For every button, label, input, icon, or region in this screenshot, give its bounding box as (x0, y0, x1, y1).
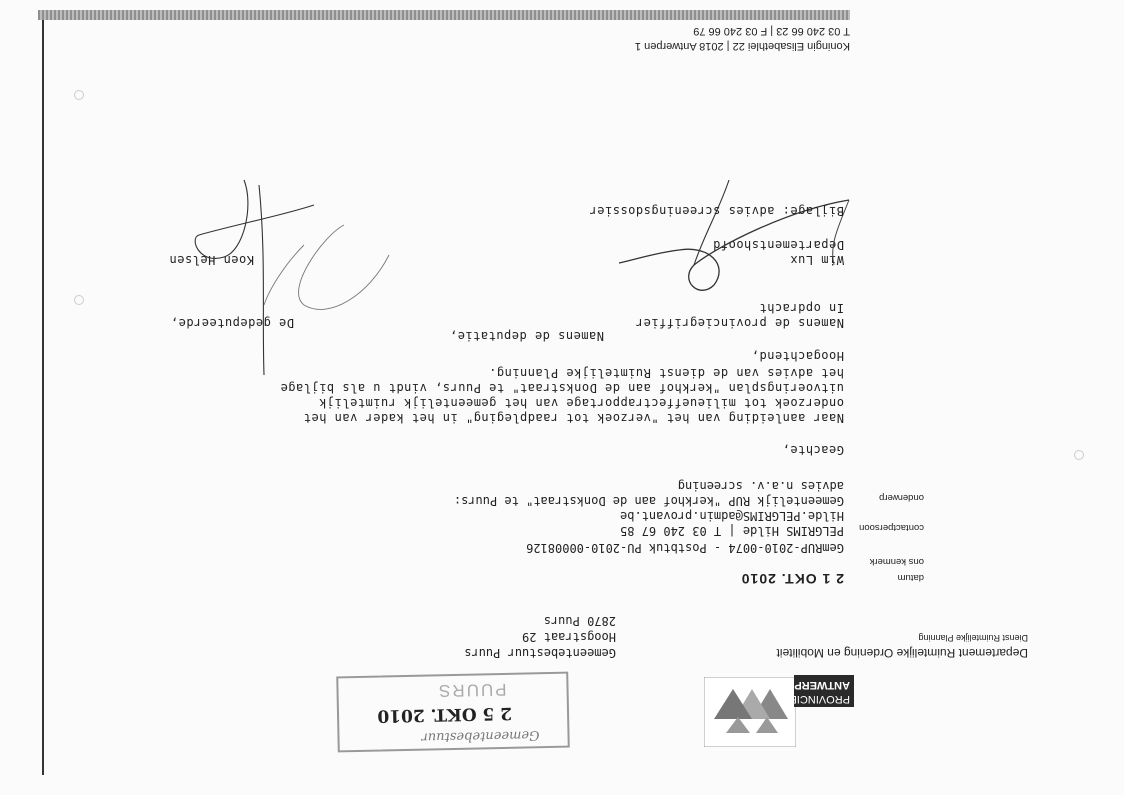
signature-koen-helsen (184, 175, 404, 375)
sender-service: Dienst Ruimtelijke Planning (918, 633, 1028, 643)
contact-line-2: Hilde.PELGRIMS@admin.provant.be (620, 509, 844, 523)
stamp-header: Gemeentebestuur (421, 727, 540, 745)
provincie-logo (704, 675, 854, 747)
onderwerp-line-2: advies n.a.v. screening (677, 479, 844, 493)
kenmerk-value: GemRUP-2010-0074 - Postbtuk PU-2010-00008126 (526, 541, 844, 555)
onderwerp-label: onderwerp (879, 492, 924, 503)
sign-right-name: Wim Lux (789, 253, 844, 267)
kenmerk-label: ons kenmerk (869, 556, 924, 567)
punch-hole-mark (74, 90, 84, 100)
logo-line-antwerpen: ANTWERPEN (779, 679, 850, 691)
body-line-3: uitvoeringsplan "kerkhof aan de Donkstraat" te Puurs, vindt u als bijlage (280, 381, 844, 395)
sign-left-name: Koen Helsen (169, 253, 254, 267)
footer-address: Koningin Elisabethlei 22 | 2018 Antwerpen 1 (634, 40, 850, 52)
sign-right-line-2: In opdracht (759, 301, 844, 315)
sign-left-line-1: Namens de deputatie, (449, 329, 604, 343)
sign-right-line-1: Namens de provinciegriffier (635, 316, 844, 330)
contactpersoon-label: contactpersoon (859, 522, 924, 533)
sign-right-title: Departementshoofd (712, 238, 844, 252)
footer-phone: T 03 240 66 23 | F 03 240 66 79 (693, 25, 850, 37)
punch-hole-mark (74, 295, 84, 305)
contact-line-1: PELGRIMS Hilde | T 03 240 67 85 (620, 524, 844, 538)
stamp-date: 2 5 OKT. 2010 (377, 702, 513, 726)
salutation: Geachte, (782, 443, 844, 457)
logo-line-provincie: PROVINCIE (789, 693, 850, 705)
received-stamp (336, 672, 570, 753)
recipient-line-2: Hoogstraat 29 (522, 630, 616, 644)
body-line-1: Naar aanleiding van het "verzoek tot raadpleging" in het kader van het (303, 411, 844, 425)
scan-edge-line (42, 15, 44, 775)
datum-value: 2 1 OKT. 2010 (740, 571, 844, 587)
body-line-4: het advies van de dienst Ruimtelijke Planning. (488, 366, 844, 380)
stamp-place: PUURS (436, 679, 507, 701)
sign-left-line-2: De gedeputeerde, (170, 316, 294, 330)
recipient-line-1: Gemeentebestuur Puurs (464, 646, 616, 660)
logo-text-block (779, 675, 854, 707)
recipient-line-3: 2870 Puurs (543, 614, 616, 628)
sender-department: Departement Ruimtelijke Ordening en Mobiliteit (776, 646, 1028, 660)
datum-label: datum (897, 572, 924, 583)
body-line-2: onderzoek tot milieueffectrapportage van het gemeentelijk ruimtelijk (318, 396, 844, 410)
onderwerp-line-1: Gemeentelijk RUP "kerkhof aan de Donkstraat" te Puurs: (453, 494, 844, 508)
signature-wim-lux (609, 175, 869, 305)
closing: Hoogachtend, (751, 349, 844, 363)
punch-hole-mark (1074, 450, 1084, 460)
attachment-note: Bijlage: advies screeningsdossier (589, 204, 844, 218)
scan-border-band (38, 10, 850, 20)
